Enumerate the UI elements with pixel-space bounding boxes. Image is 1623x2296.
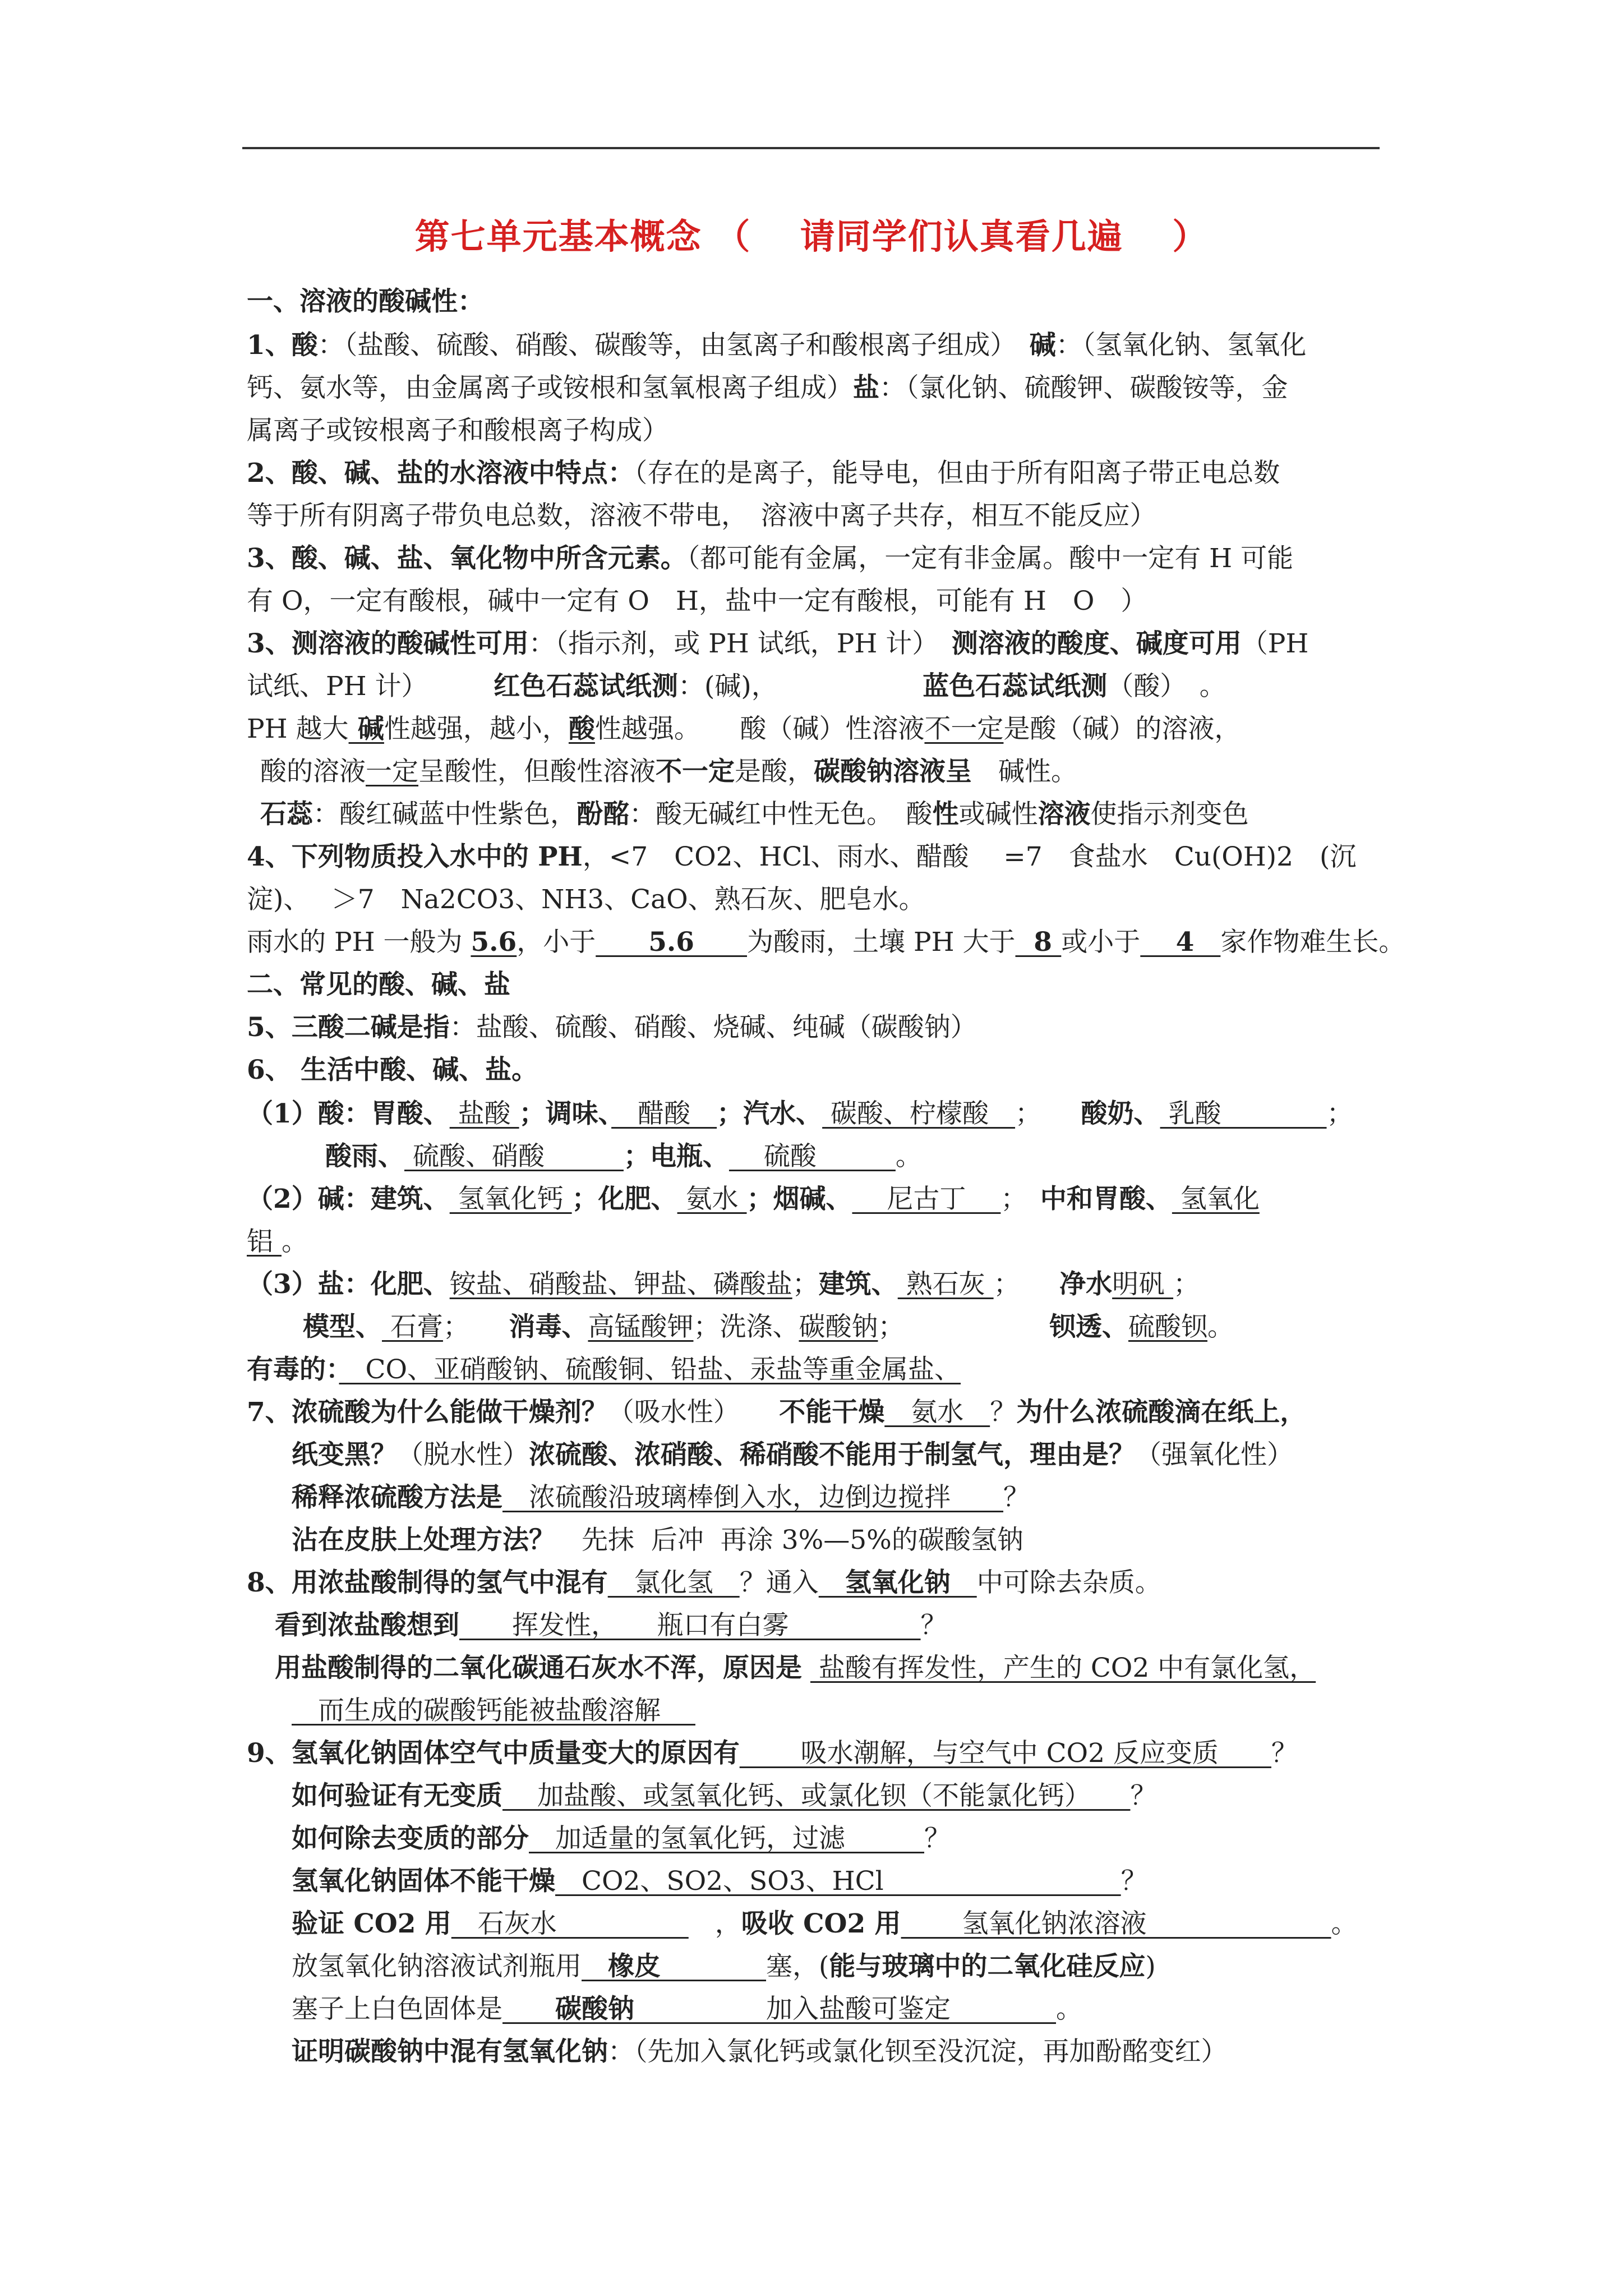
text-segment: 是酸， <box>735 756 814 787</box>
text-segment: 。 <box>895 1141 922 1172</box>
bold-text: 有毒的： <box>247 1354 339 1385</box>
bold-text: 如何验证有无变质 <box>292 1780 502 1811</box>
text-line <box>247 1353 961 1387</box>
answer-text: 氢氧化钙 <box>449 1184 572 1214</box>
text-line <box>247 1737 1298 1770</box>
bold-text: 酸雨、 <box>325 1141 404 1172</box>
bold-text: 5.6 <box>596 927 747 958</box>
bold-text: 吸收 CO2 用 <box>741 1908 901 1939</box>
bold-text: ；烟碱、 <box>746 1184 852 1214</box>
text-line <box>247 1182 1260 1216</box>
answer-text: 氨水 <box>677 1184 747 1214</box>
text-segment: ：盐酸、硫酸、硝酸、烧碱、纯碱（碳酸钠） <box>449 1012 977 1043</box>
text-segment: 等于所有阴离子带负电总数，溶液不带电， 溶液中离子共存，相互不能反应） <box>247 500 1156 531</box>
text-segment: ？ <box>990 1397 1017 1428</box>
bold-text: 碳酸钠 <box>502 1994 766 2024</box>
text-line <box>292 1993 1082 2026</box>
bold-text: 6、 生活中酸、碱、盐。 <box>247 1055 538 1085</box>
text-line <box>292 2035 1228 2069</box>
bold-text: ；电瓶、 <box>623 1141 729 1172</box>
bold-text: 测溶液的酸度、碱度可用 <box>951 628 1242 659</box>
bold-text: 浓硫酸、浓硝酸、稀硝酸不能用于制氢气，理由是？ <box>529 1439 1135 1470</box>
bold-text: 沾在皮肤上处理方法？ <box>292 1525 555 1556</box>
text-line <box>292 1822 951 1856</box>
bold-text: 氢氧化钠固体不能干燥 <box>292 1866 555 1897</box>
text-segment: 放氢氧化钠溶液试剂瓶用 <box>292 1951 582 1982</box>
bold-text: 2、酸、碱、盐的水溶液中特点： <box>247 458 634 489</box>
text-segment: ； <box>792 1269 819 1300</box>
bold-text: 酚酩 <box>577 799 629 830</box>
bold-text: 5、三酸二碱是指 <box>247 1012 450 1043</box>
answer-text: 盐酸 <box>449 1098 519 1129</box>
text-segment: ) <box>1145 1951 1156 1982</box>
bold-text: 一、溶液的酸碱性： <box>247 286 484 317</box>
text-line <box>260 755 1077 789</box>
text-segment: 塞子上白色固体是 <box>292 1994 502 2024</box>
text-segment: ？ <box>1271 1738 1298 1769</box>
text-line <box>247 329 1306 362</box>
answer-text: 氢氧化 <box>1172 1184 1260 1214</box>
text-segment: （吸水性） <box>607 1397 780 1428</box>
text-segment: ；洗涤、 <box>693 1312 799 1342</box>
bold-text: 不能干燥 <box>779 1397 885 1428</box>
text-segment: （存在的是离子，能导电，但由于所有阳离子带正电总数 <box>634 458 1280 489</box>
answer-text: 石膏 <box>382 1312 443 1342</box>
bold-text: 蓝色石蕊试纸测 <box>923 671 1108 702</box>
text-segment: 。 <box>1207 1312 1234 1342</box>
top-rule <box>242 147 1380 149</box>
text-segment: 使指示剂变色 <box>1090 799 1249 830</box>
text-line <box>247 585 1147 618</box>
text-segment: ，小于 <box>517 927 596 958</box>
document-title: 第七单元基本概念 （ 请同学们认真看几遍 ） <box>414 216 1209 257</box>
text-segment: 中可除去杂质。 <box>976 1567 1161 1598</box>
bold-text: 1、酸 <box>247 330 318 361</box>
bold-text: 红色石蕊试纸测 <box>494 671 679 702</box>
bold-text: 证明碳酸钠中混有氢氧化钠 <box>292 2036 608 2067</box>
bold-text: 用盐酸制得的二氧化碳通石灰水不浑，原因是 <box>275 1653 802 1683</box>
text-line <box>292 1438 1293 1472</box>
text-line <box>292 1865 1147 1898</box>
text-segment: ：（指示剂，或 PH 试纸，PH 计） <box>528 628 952 659</box>
answer-text: 尼古丁 <box>852 1184 1001 1214</box>
answer-text: 硫酸钡 <box>1128 1312 1207 1342</box>
answer-text: CO2、SO2、SO3、HCl <box>555 1866 1121 1897</box>
answer-text: 而生成的碳酸钙能被盐酸溶解 <box>292 1695 695 1726</box>
bold-text: 二、常见的酸、碱、盐 <box>247 969 510 1000</box>
answer-text: 碳酸钠 <box>799 1312 878 1342</box>
text-segment: ； <box>1000 1184 1040 1214</box>
text-segment: 先抹 后冲 再涂 3%—5%的碳酸氢钠 <box>555 1525 1023 1556</box>
text-segment: 钙、氨水等，由金属离子或铵根和氢氧根离子组成） <box>247 372 853 403</box>
text-segment: 。 <box>1331 1908 1358 1939</box>
text-segment: 性越强。 酸（碱）性溶液 <box>594 714 925 744</box>
text-segment: ？ <box>1003 1482 1030 1513</box>
answer-text: 氨水 <box>884 1397 990 1428</box>
text-line <box>247 1268 1200 1301</box>
text-line <box>247 883 925 917</box>
text-segment: 。 <box>1056 1994 1082 2024</box>
bold-text: 酸 <box>568 714 595 744</box>
bold-text: 净水 <box>1059 1269 1113 1300</box>
text-segment: 呈酸性，但酸性溶液 <box>418 756 656 787</box>
text-segment: ：（盐酸、硫酸、硝酸、碳酸等，由氢离子和酸根离子组成） <box>317 330 1030 361</box>
text-segment: （强氧化性） <box>1135 1439 1293 1470</box>
bold-text: 8、用浓盐酸制得的氢气中混有 <box>247 1567 608 1598</box>
text-segment: 碱性。 <box>972 756 1077 787</box>
text-line <box>247 414 668 448</box>
text-line <box>275 1651 1316 1685</box>
text-segment: 是酸（碱）的溶液， <box>1003 714 1241 744</box>
text-line <box>247 926 1405 959</box>
answer-text: 乳酸 <box>1160 1098 1327 1129</box>
bold-text: 能与玻璃中的二氧化硅反应 <box>829 1951 1146 1982</box>
text-segment <box>802 1653 810 1683</box>
text-line <box>247 840 1356 874</box>
text-segment: 或碱性 <box>958 799 1038 830</box>
answer-text: 加入盐酸可鉴定 <box>766 1994 1056 2024</box>
text-line <box>247 499 1156 533</box>
bold-text: 为什么浓硫酸滴在纸上， <box>1016 1397 1307 1428</box>
answer-text: 挥发性， 瓶口有白雾 <box>459 1610 921 1641</box>
answer-text: 加盐酸、或氢氧化钙、或氯化钡（不能氯化钙） <box>502 1780 1131 1811</box>
text-line <box>247 1396 1306 1429</box>
text-segment: 。 <box>281 1226 308 1257</box>
text-segment: （脱水性） <box>397 1439 529 1470</box>
bold-text: 8 <box>1015 927 1062 958</box>
text-segment: 为酸雨，土壤 PH 大于 <box>747 927 1016 958</box>
text-segment: ？ <box>1130 1780 1157 1811</box>
answer-text: 硫酸、硝酸 <box>404 1141 624 1172</box>
bold-text: ；调味、 <box>519 1098 612 1129</box>
answer-text: 石灰水 <box>451 1908 689 1939</box>
text-segment: 或小于 <box>1061 927 1141 958</box>
text-segment: 试纸、PH 计） <box>247 671 494 702</box>
text-segment: ？ <box>924 1823 951 1854</box>
answer-text: 醋酸 <box>611 1098 717 1129</box>
bold-text: 7、浓硫酸为什么能做干燥剂？ <box>247 1397 608 1428</box>
text-line <box>247 627 1308 661</box>
text-segment: ：酸红碱蓝中性紫色， <box>313 799 577 830</box>
answer-text: 碳酸、柠檬酸 <box>822 1098 1016 1129</box>
bold-text: 碱 <box>348 714 384 744</box>
bold-text: 如何除去变质的部分 <box>292 1823 529 1854</box>
answer-text: 铝 <box>247 1226 282 1257</box>
text-line <box>292 1950 1156 1984</box>
text-line <box>275 1609 947 1642</box>
text-line <box>325 1140 922 1174</box>
text-segment: 有 O，一定有酸根，碱中一定有 O H，盐中一定有酸根，可能有 H O ） <box>247 586 1147 616</box>
text-line <box>247 457 1280 490</box>
text-segment: ； <box>878 1312 1049 1342</box>
text-segment: ？ <box>920 1610 947 1641</box>
text-segment: ：（先加入氯化钙或氯化钡至没沉淀，再加酚酩变红） <box>608 2036 1228 2067</box>
text-line <box>292 1481 1030 1515</box>
text-segment: ：（氢氧化钠、氢氧化 <box>1055 330 1307 361</box>
text-segment: ：（氯化钠、硫酸钾、碳酸铵等，金 <box>879 372 1288 403</box>
bold-text: 消毒、 <box>509 1312 588 1342</box>
text-segment: ； <box>1326 1098 1353 1129</box>
text-segment: ？ <box>1121 1866 1147 1897</box>
text-line <box>292 1779 1156 1813</box>
bold-text: 建筑、 <box>818 1269 898 1300</box>
text-segment: ：(碱)， <box>678 671 923 702</box>
text-line <box>292 1907 1358 1941</box>
text-line <box>292 1524 1023 1557</box>
answer-text: 铵盐、硝酸盐、钾盐、磷酸盐 <box>449 1269 792 1300</box>
bold-text: 酸奶、 <box>1081 1098 1160 1129</box>
text-segment: PH 越大 <box>247 714 349 744</box>
text-segment: ； <box>1173 1269 1200 1300</box>
bold-text: 性 <box>932 799 959 830</box>
answer-text: 氢氧化钠浓溶液 <box>901 1908 1331 1939</box>
bold-text: 溶液 <box>1038 799 1091 830</box>
text-segment: ； <box>442 1312 509 1342</box>
text-segment: ，<7 CO2、HCl、雨水、醋酸 =7 食盐水 Cu(OH)2 (沉 <box>582 841 1357 872</box>
text-segment: ， <box>688 1908 741 1939</box>
bold-text: 看到浓盐酸想到 <box>275 1610 459 1641</box>
text-segment: ？通入 <box>739 1567 819 1598</box>
bold-text: 碳酸钠溶液呈 <box>814 756 972 787</box>
text-segment: 酸的溶液 <box>260 756 366 787</box>
text-segment: （PH <box>1241 628 1309 659</box>
answer-text: 高锰酸钾 <box>588 1312 694 1342</box>
text-line <box>247 1566 1161 1600</box>
text-line <box>260 798 1249 831</box>
text-line <box>247 1011 977 1045</box>
text-segment: 性越强，越小， <box>384 714 569 744</box>
text-line <box>247 542 1293 576</box>
bold-text: 碱 <box>1029 330 1056 361</box>
text-line <box>247 1097 1353 1131</box>
text-segment: ； <box>1015 1098 1081 1129</box>
answer-text: 一定 <box>366 756 418 787</box>
bold-text: 验证 CO2 用 <box>292 1908 451 1939</box>
text-segment: 塞，( <box>766 1951 829 1982</box>
answer-text: 氯化氢 <box>607 1567 740 1598</box>
answer-text: 硫酸 <box>728 1141 896 1172</box>
text-segment: （都可能有金属，一定有非金属。酸中一定有 H 可能 <box>686 543 1294 574</box>
bold-text: 9、氢氧化钠固体空气中质量变大的原因有 <box>247 1738 740 1769</box>
bold-text: （3）盐：化肥、 <box>247 1269 450 1300</box>
answer-text: 熟石灰 <box>897 1269 994 1300</box>
text-line <box>247 1225 308 1259</box>
text-segment: 淀)、 ＞7 Na2CO3、NH3、CaO、熟石灰、肥皂水。 <box>247 884 925 915</box>
text-line <box>247 968 510 1002</box>
bold-text: 橡皮 <box>582 1951 766 1982</box>
bold-text: 5.6 <box>471 927 517 958</box>
answer-text: 不一定 <box>924 714 1004 744</box>
bold-text: 模型、 <box>303 1312 382 1342</box>
bold-text: 不一定 <box>656 756 735 787</box>
bold-text: 石蕊 <box>260 799 313 830</box>
bold-text: 钡透、 <box>1049 1312 1128 1342</box>
answer-text: 盐酸有挥发性，产生的 CO2 中有氯化氢， <box>810 1653 1316 1683</box>
bold-text: 纸变黑？ <box>292 1439 397 1470</box>
bold-text: 稀释浓硫酸方法是 <box>292 1482 502 1513</box>
text-line <box>303 1310 1234 1344</box>
bold-text: 盐 <box>853 372 879 403</box>
text-line <box>247 285 484 319</box>
bold-text: 3、酸、碱、盐、氧化物中所含元素。 <box>247 543 687 574</box>
text-line <box>292 1694 695 1728</box>
bold-text: ；汽水、 <box>717 1098 823 1129</box>
answer-text: 吸水潮解，与空气中 CO2 反应变质 <box>739 1738 1271 1769</box>
text-line <box>247 1053 538 1087</box>
bold-text: 3、测溶液的酸碱性可用 <box>247 628 529 659</box>
text-segment: ：酸无碱红中性无色。 酸 <box>629 799 933 830</box>
text-line <box>247 371 1288 405</box>
answer-text: 浓硫酸沿玻璃棒倒入水，边倒边搅拌 <box>502 1482 1003 1513</box>
bold-text: 4 <box>1140 927 1221 958</box>
text-segment: 家作物难生长。 <box>1220 927 1405 958</box>
text-segment: ； <box>993 1269 1060 1300</box>
bold-text: （2）碱：建筑、 <box>247 1184 450 1214</box>
answer-text: 明矾 <box>1112 1269 1174 1300</box>
bold-text: 中和胃酸、 <box>1040 1184 1172 1214</box>
text-segment: 属离子或铵根离子和酸根离子构成） <box>247 415 668 446</box>
text-line <box>247 712 1241 746</box>
bold-text: 4、下列物质投入水中的 PH <box>247 841 583 872</box>
bold-text: 氢氧化钠 <box>818 1567 977 1598</box>
bold-text: （1）酸：胃酸、 <box>247 1098 450 1129</box>
answer-text: CO、亚硝酸钠、硫酸铜、铅盐、汞盐等重金属盐、 <box>339 1354 961 1385</box>
text-segment: 雨水的 PH 一般为 <box>247 927 471 958</box>
bold-text: ；化肥、 <box>571 1184 677 1214</box>
text-segment: （酸） 。 <box>1107 671 1226 702</box>
answer-text: 加适量的氢氧化钙，过滤 <box>529 1823 924 1854</box>
text-line <box>247 670 1226 703</box>
